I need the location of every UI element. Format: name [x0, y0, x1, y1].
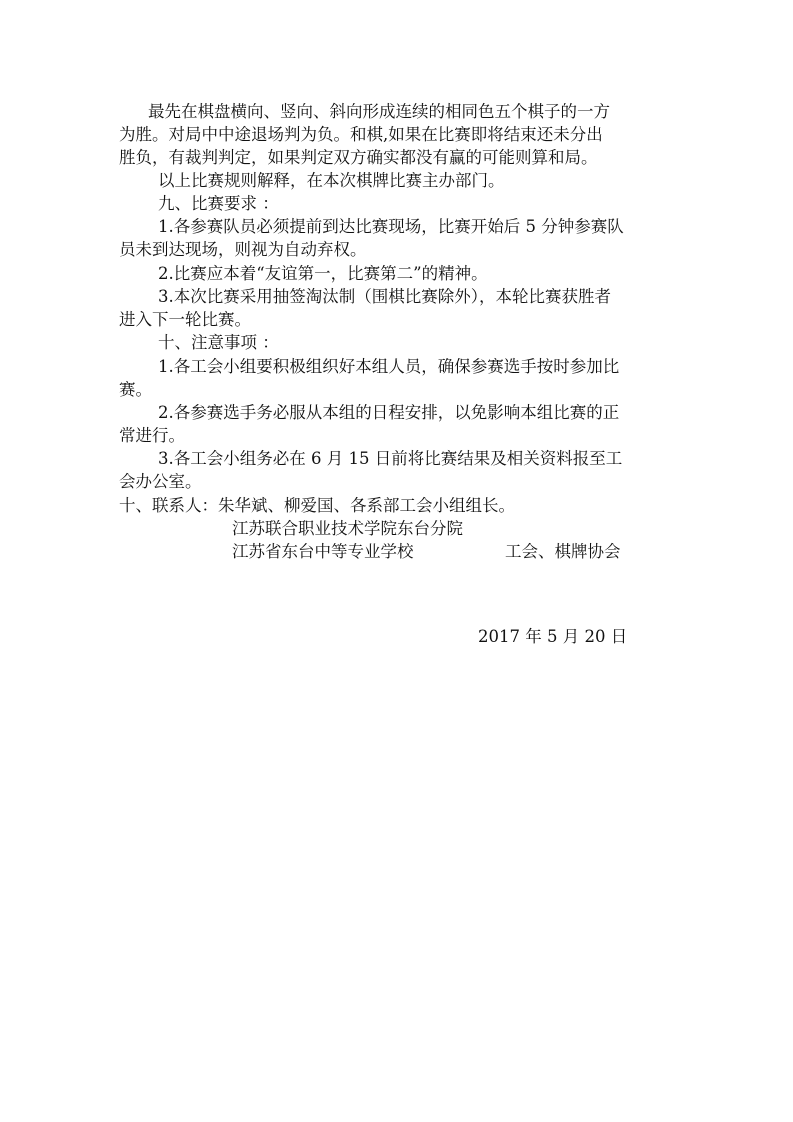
paragraph-line: 最先在棋盘横向、竖向、斜向形成连续的相同色五个棋子的一方 — [148, 102, 610, 121]
signature-date: 2017 年 5 月 20 日 — [478, 627, 628, 646]
paragraph-line: 以上比赛规则解释，在本次棋牌比赛主办部门。 — [158, 171, 505, 190]
section-heading-requirements: 九、比赛要求 ： — [158, 194, 279, 213]
paragraph-line: 会办公室。 — [119, 472, 202, 491]
paragraph-line: 2.比赛应本着“友谊第一，比赛第二”的精神。 — [158, 264, 488, 283]
paragraph-line: 2.各参赛选手务必服从本组的日程安排，以免影响本组比赛的正 — [158, 403, 620, 422]
section-heading-notes: 十、注意事项 ： — [158, 333, 279, 352]
signature-org-union: 工会、棋牌协会 — [505, 542, 621, 561]
paragraph-line: 胜负，有裁判判定，如果判定双方确实都没有赢的可能则算和局。 — [119, 148, 598, 167]
paragraph-line: 1.各工会小组要积极组织好本组人员，确保参赛选手按时参加比 — [158, 357, 620, 376]
paragraph-line: 为胜。对局中中途退场判为负。和棋,如果在比赛即将结束还未分出 — [119, 125, 603, 144]
paragraph-line: 常进行。 — [119, 426, 185, 445]
paragraph-line: 赛。 — [119, 380, 152, 399]
paragraph-line: 员未到达现场，则视为自动弃权。 — [119, 240, 367, 259]
paragraph-line: 1.各参赛队员必须提前到达比赛现场，比赛开始后 5 分钟参赛队 — [158, 217, 624, 236]
signature-org-school: 江苏省东台中等专业学校 — [232, 542, 414, 561]
paragraph-line: 3.各工会小组务必在 6 月 15 日前将比赛结果及相关资料报至工 — [158, 449, 623, 468]
paragraph-line: 进入下一轮比赛。 — [119, 310, 251, 329]
contact-line: 十、联系人：朱华斌、柳爱国、各系部工会小组组长。 — [119, 496, 515, 515]
signature-org-college: 江苏联合职业技术学院东台分院 — [232, 519, 463, 538]
paragraph-line: 3.本次比赛采用抽签淘汰制（围棋比赛除外），本轮比赛获胜者 — [158, 287, 611, 306]
